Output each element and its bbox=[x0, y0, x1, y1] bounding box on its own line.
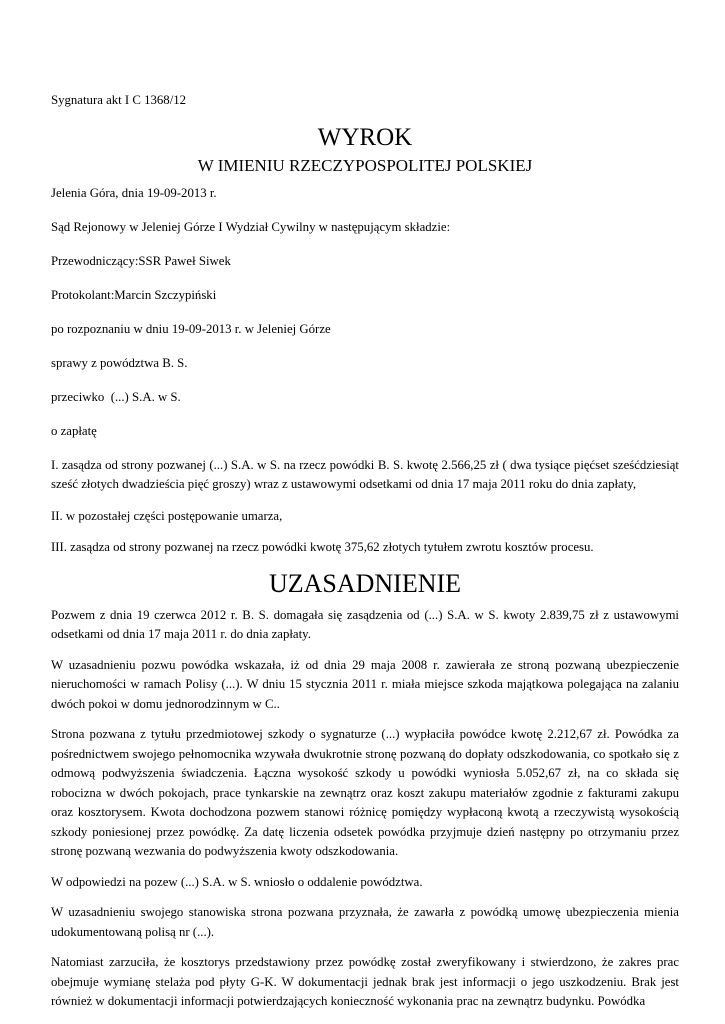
justification-paragraph: Natomiast zarzuciła, że kosztorys przedstawiony przez powódkę został zweryfikowany i stwierdzono, że zakres prac obejmuje wymianę stelaża pod płyty G-K. W dokumentacji jednak brak jest informacji o jego uszkodzeniu. Brak jest również w dokumentacji informacji potwierdzających konieczność wykonania prac na zewnątrz budynku. Powódka bbox=[51, 955, 679, 1008]
hearing-date: po rozpoznaniu w dniu 19-09-2013 r. w Jeleniej Górze bbox=[51, 321, 331, 336]
place-date: Jelenia Góra, dnia 19-09-2013 r. bbox=[51, 185, 217, 200]
case-subject: o zapłatę bbox=[51, 423, 97, 438]
ruling-point-2: II. w pozostałej części postępowanie umarza, bbox=[51, 508, 283, 523]
court-composition: Sąd Rejonowy w Jeleniej Górze I Wydział Cywilny w następującym składzie: bbox=[51, 219, 451, 234]
justification-title: UZASADNIENIE bbox=[268, 568, 462, 598]
justification-paragraph: Strona pozwana z tytułu przedmiotowej szkody o sygnaturze (...) wypłaciła powódce kwotę 2.212,67 zł. Powódka za pośrednictwem swojego pełnomocnika wzywała dwukrotnie stronę pozwaną do dopłaty odszkodowania, co spotkało się z odmową podwyższenia świadczenia. Łączna wysokość szkody u powódki wyniosła 5.052,67 zł, na co składa się robocizna w dwóch pokojach, prace tynkarskie na zewnątrz oraz koszt zakupu materiałów zgodnie z fakturami zakupu oraz kosztorysem. Kwota dochodzona pozwem stanowi różnicę pomiędzy wypłaconą kwotą a rzeczywistą wysokością szkody poniesionej przez powódkę. Za datę liczenia odsetek powódka przyjmuje dzień następny po otrzymaniu przez stronę pozwaną wezwania do podwyższenia kwoty odszkodowania. bbox=[51, 727, 679, 858]
case-signature: Sygnatura akt I C 1368/12 bbox=[51, 93, 187, 107]
justification-paragraph: W odpowiedzi na pozew (...) S.A. w S. wniosło o oddalenie powództwa. bbox=[51, 874, 423, 889]
defendant-line: przeciwko (...) S.A. w S. bbox=[51, 389, 181, 404]
ruling-point-3: III. zasądza od strony pozwanej na rzecz powódki kwotę 375,62 złotych tytułem zwrotu kosztów procesu. bbox=[51, 540, 594, 554]
court-clerk: Protokolant:Marcin Szczypiński bbox=[51, 287, 217, 302]
judgment-subtitle: W IMIENIU RZECZYPOSPOLITEJ POLSKIEJ bbox=[197, 155, 533, 175]
justification-paragraph: W uzasadnieniu pozwu powódka wskazała, iż od dnia 29 maja 2008 r. zawierała ze stroną pozwaną ubezpieczenie nieruchomości w ramach Polisy (...). W dniu 15 stycznia 2011 r. miała miejsce szkoda majątkowa polegająca na zalaniu dwóch pokoi w domu jednorodzinnym w C.. bbox=[51, 657, 679, 711]
judgment-title: WYROK bbox=[317, 123, 413, 151]
justification-paragraph: W uzasadnieniu swojego stanowiska strona pozwana przyznała, że zawarła z powódką umowę ubezpieczenia mienia udokumentowaną polisą nr (...). bbox=[51, 905, 679, 939]
justification-paragraph: Pozwem z dnia 19 czerwca 2012 r. B. S. domagała się zasądzenia od (...) S.A. w S. kwoty 2.839,75 zł z ustawowymi odsetkami od dnia 17 maja 2011 r. do dnia zapłaty. bbox=[51, 607, 679, 641]
plaintiff-line: sprawy z powództwa B. S. bbox=[51, 355, 188, 370]
presiding-judge: Przewodniczący:SSR Paweł Siwek bbox=[51, 253, 231, 268]
document-page bbox=[51, 91, 679, 1023]
ruling-point-1: I. zasądza od strony pozwanej (...) S.A. w S. na rzecz powódki B. S. kwotę 2.566,25 zł ( dwa tysiące pięćset sześćdziesiąt sześć złotych dwadzieścia pięć groszy) wraz z ustawowymi odsetkami od dnia 17 maja 2011 roku do dnia zapłaty, bbox=[51, 457, 679, 491]
